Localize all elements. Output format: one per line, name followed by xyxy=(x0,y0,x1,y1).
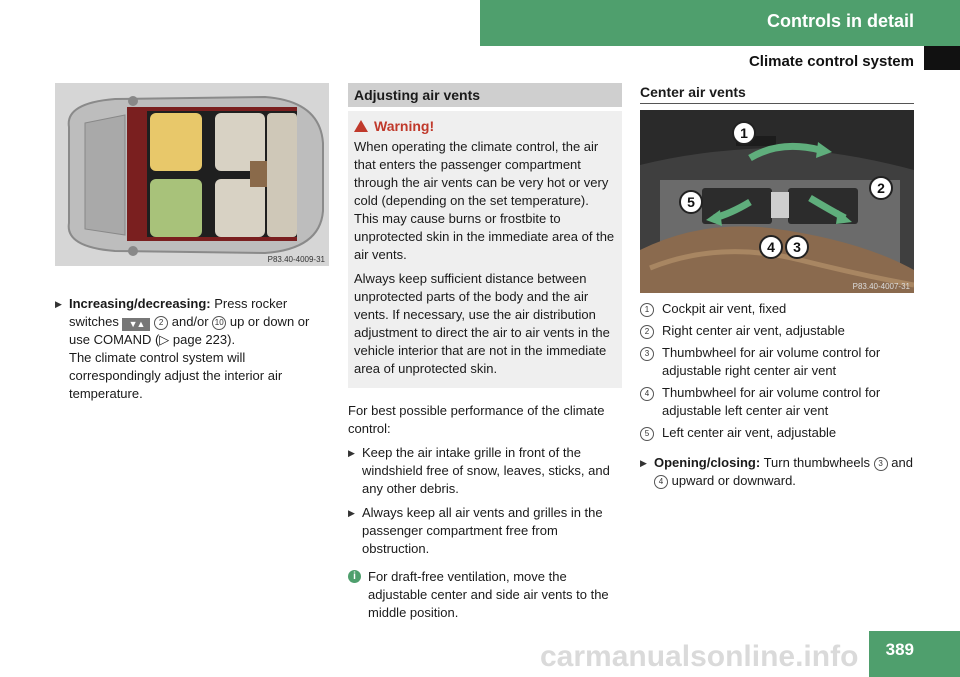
warning-paragraph-1: When operating the climate control, the air that enters the passenger compartment through the air vents can be very hot or very cold (depending on the set temperature). This may cause burns or frostbite to unprotected skin in the immediate area of the air vents. xyxy=(354,139,615,262)
figure-code: P83.40-4007-31 xyxy=(852,282,910,291)
bullet-2-text: Always keep all air vents and grilles in the passenger compartment free from obstruction. xyxy=(362,505,603,556)
legend-item xyxy=(640,322,914,340)
ref-10-callout: 10 xyxy=(212,316,226,330)
increase-decrease-step xyxy=(55,295,331,403)
header-tab-marker xyxy=(924,46,960,70)
car-top-view-image xyxy=(55,83,329,266)
center-air-vents-figure xyxy=(640,110,914,293)
subsection-title: Climate control system xyxy=(748,53,914,70)
step-label: Increasing/decreasing: xyxy=(69,296,211,311)
callout-2: 2 xyxy=(877,180,885,196)
warning-paragraph-2: Always keep sufficient distance between unprotected parts of the body and the air vents. If necessary, use the air distribution adjustment to direct the air to air vents in the vehicle interior that are not in the immediate area of unprotected skin. xyxy=(354,271,610,376)
legend-number: 1 xyxy=(640,303,654,317)
page-number: 389 xyxy=(885,640,914,659)
page-number-box xyxy=(869,631,960,677)
bullet-1-text: Keep the air intake grille in front of the windshield free of snow, leaves, sticks, and any other debris. xyxy=(362,445,610,496)
right-column xyxy=(640,83,914,104)
callout-3: 3 xyxy=(793,239,801,255)
performance-intro: For best possible performance of the climate control: xyxy=(348,403,605,436)
opening-closing-step xyxy=(640,454,914,490)
ref-2-callout: 2 xyxy=(154,316,168,330)
warning-panel xyxy=(348,111,622,388)
middle-column xyxy=(348,83,622,622)
and-text: and xyxy=(891,455,913,470)
bullet-intake-grille xyxy=(348,444,622,498)
step-text-2: up or down or use COMAND (▷ page 223). xyxy=(69,314,310,347)
warning-heading xyxy=(354,117,616,135)
warning-icon xyxy=(354,120,368,132)
info-icon: i xyxy=(348,570,361,583)
left-column-text xyxy=(55,295,331,409)
figure-code: P83.40-4009-31 xyxy=(267,255,325,264)
step-arrow-icon: ▶ xyxy=(55,299,62,309)
ref-3-callout: 3 xyxy=(874,457,888,471)
step-arrow-icon: ▶ xyxy=(640,458,647,468)
ref-4-callout: 4 xyxy=(654,475,668,489)
step-arrow-icon: ▶ xyxy=(348,508,355,518)
legend-text: Cockpit air vent, fixed xyxy=(662,301,787,316)
legend-item xyxy=(640,344,914,380)
legend-number: 3 xyxy=(640,347,654,361)
panel-title: Adjusting air vents xyxy=(348,83,622,107)
step-label: Opening/closing: xyxy=(654,455,761,470)
warning-title: Warning! xyxy=(374,118,435,134)
legend-number: 4 xyxy=(640,387,654,401)
legend-text: Thumbwheel for air volume control for adjustable left center air vent xyxy=(662,385,881,418)
watermark: carmanualsonline.info xyxy=(540,640,859,673)
legend-item xyxy=(640,300,914,318)
step-text-3: The climate control system will correspondingly adjust the interior air temperature. xyxy=(69,350,283,401)
legend-item xyxy=(640,424,914,442)
section-title: Controls in detail xyxy=(766,11,914,31)
step-text-2: upward or downward. xyxy=(671,473,796,488)
dashboard-vents-image xyxy=(640,110,914,293)
step-text-1: Turn thumbwheels xyxy=(763,455,871,470)
legend-text: Right center air vent, adjustable xyxy=(662,323,845,338)
bullet-air-vents xyxy=(348,504,622,558)
callout-1: 1 xyxy=(740,125,748,141)
info-text: For draft-free ventilation, move the adjustable center and side air vents to the middle position. xyxy=(368,569,609,620)
rocker-switch-icon: ▼▲ xyxy=(122,318,150,331)
car-top-view-figure xyxy=(55,83,329,266)
callout-4: 4 xyxy=(767,239,775,255)
center-air-vents-title: Center air vents xyxy=(640,83,914,104)
legend-list xyxy=(640,300,914,496)
step-text-1: Press rocker switches xyxy=(69,296,288,329)
legend-item xyxy=(640,384,914,420)
legend-text: Thumbwheel for air volume control for adjustable right center air vent xyxy=(662,345,881,378)
legend-text: Left center air vent, adjustable xyxy=(662,425,837,440)
callout-5: 5 xyxy=(687,194,695,210)
legend-number: 5 xyxy=(640,427,654,441)
step-arrow-icon: ▶ xyxy=(348,448,355,458)
and-or-text: and/or xyxy=(171,314,209,329)
legend-number: 2 xyxy=(640,325,654,339)
info-note xyxy=(348,568,622,622)
